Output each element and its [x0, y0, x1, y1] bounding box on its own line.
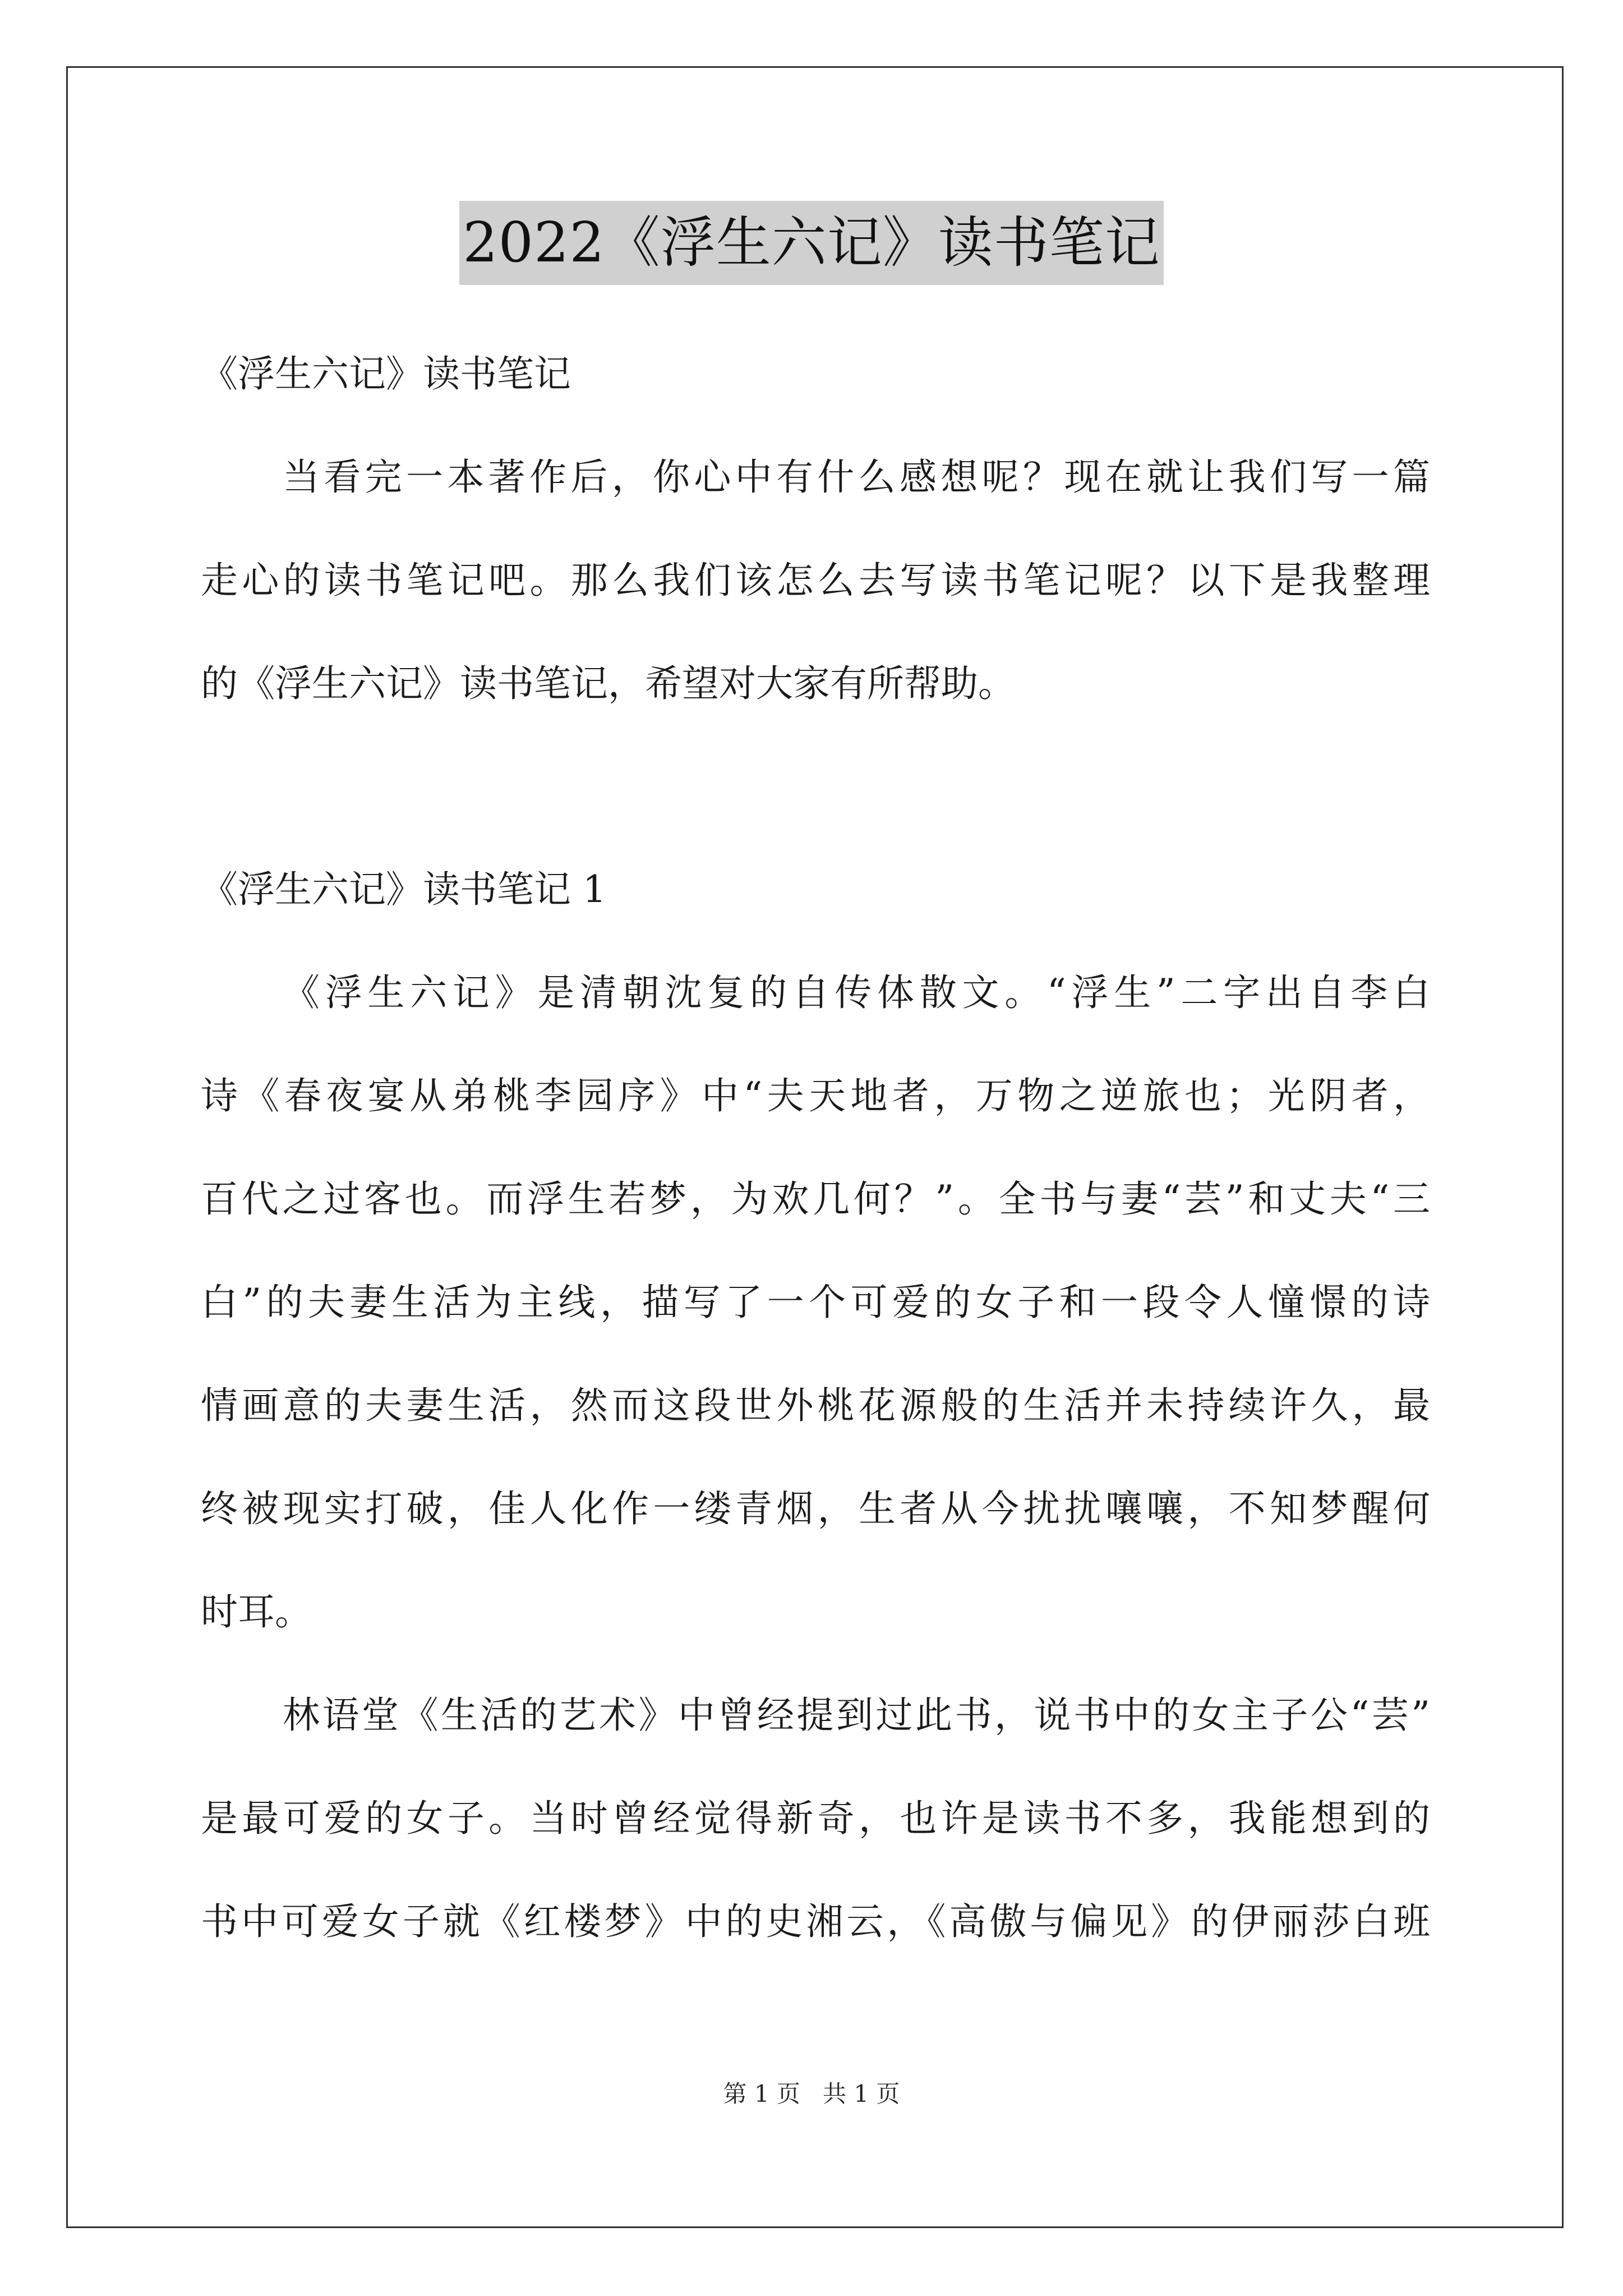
paragraph-line: 林语堂《生活的艺术》中曾经提到过此书，说书中的女主子公“芸”: [283, 1694, 1430, 1737]
paragraph-line: 书中可爱女子就《红楼梦》中的史湘云，《高傲与偏见》的伊丽莎白班: [201, 1900, 1430, 1943]
paragraph-line: 《浮生六记》是清朝沈复的自传体散文。“浮生”二字出自李白: [283, 971, 1430, 1014]
intro-line: 当看完一本著作后，你心中有什么感想呢？现在就让我们写一篇: [283, 455, 1430, 499]
section-spacer: [201, 735, 1430, 838]
paragraph-line: 时耳。: [201, 1590, 312, 1634]
title-container: [0, 201, 1623, 285]
paragraph-line: 白”的夫妻生活为主线，描写了一个可爱的女子和一段令人憧憬的诗: [201, 1281, 1430, 1324]
paragraph-line: 情画意的夫妻生活，然而这段世外桃花源般的生活并未持续许久，最: [201, 1384, 1430, 1427]
paragraph-line: 是最可爱的女子。当时曾经觉得新奇，也许是读书不多，我能想到的: [201, 1797, 1430, 1840]
paragraph-line: 诗《春夜宴从弟桃李园序》中“夫天地者，万物之逆旅也；光阴者，: [201, 1074, 1430, 1117]
section-heading: 《浮生六记》读书笔记 1: [201, 868, 606, 911]
page-total: 共 1 页: [823, 2080, 900, 2108]
document-subtitle: 《浮生六记》读书笔记: [201, 352, 571, 395]
page-number: 第 1 页: [723, 2080, 800, 2108]
page-footer: [0, 2076, 1623, 2109]
intro-line: 走心的读书笔记吧。那么我们该怎么去写读书笔记呢？以下是我整理: [201, 559, 1430, 602]
paragraph-line: 百代之过客也。而浮生若梦，为欢几何？”。全书与妻“芸”和丈夫“三: [201, 1177, 1430, 1221]
paragraph-line: 终被现实打破，佳人化作一缕青烟，生者从今扰扰嚷嚷，不知梦醒何: [201, 1487, 1430, 1530]
document-title: 2022《浮生六记》读书笔记: [459, 201, 1163, 285]
document-body: [201, 323, 1430, 1973]
intro-line: 的《浮生六记》读书笔记，希望对大家有所帮助。: [201, 662, 1015, 705]
